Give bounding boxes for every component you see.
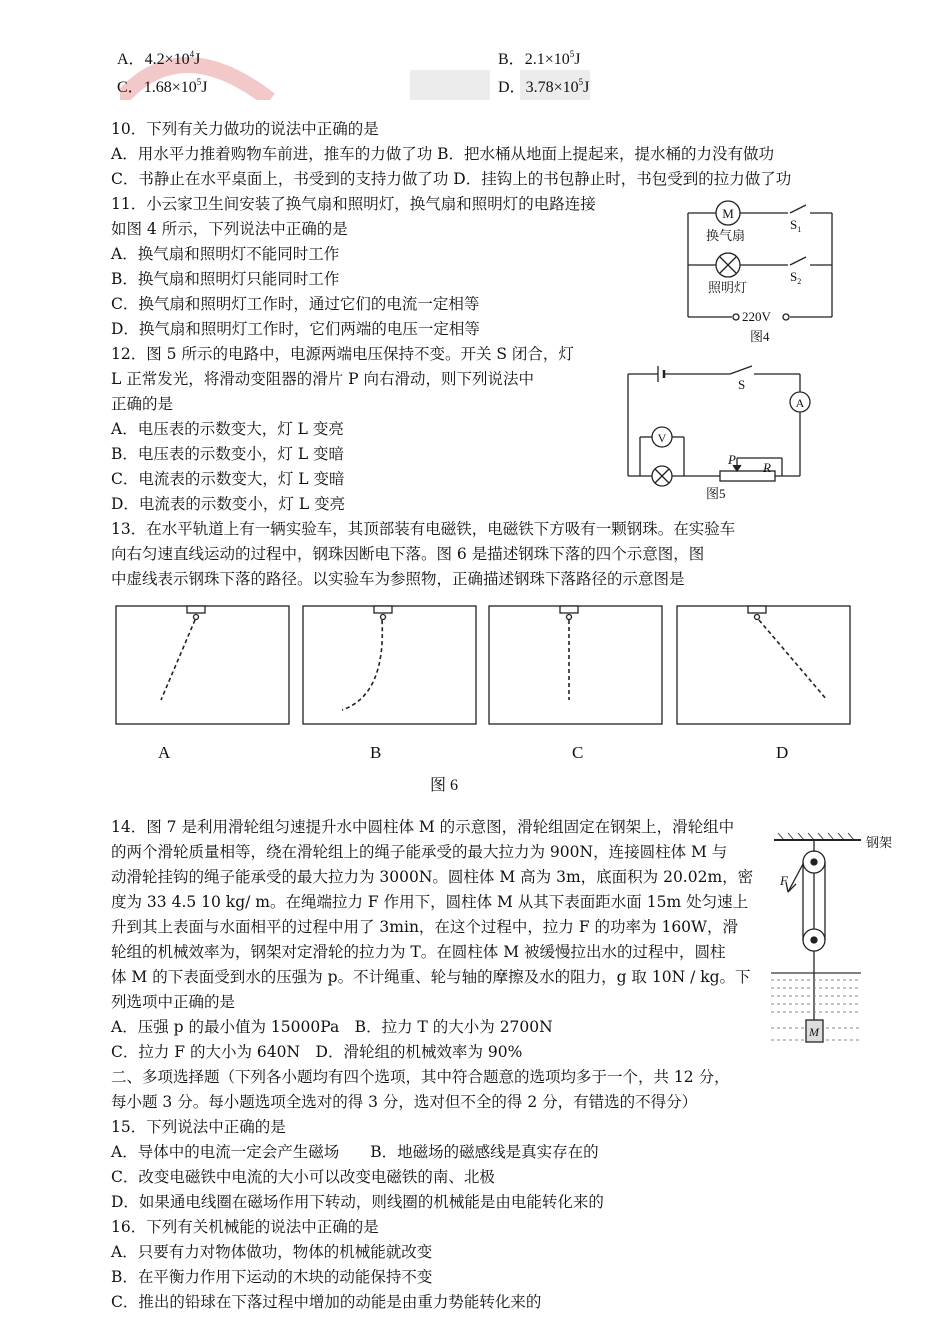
fig6-label-b: B — [370, 743, 382, 762]
q14-line-8: 列选项中正确的是 — [111, 993, 236, 1011]
q13-stem-2: 向右匀速直线运动的过程中，钢珠因断电下落。图 6 是描述钢珠下落的四个示意图，图 — [111, 545, 705, 563]
lamp-label: 照明灯 — [708, 280, 748, 295]
figure-5-caption: 图5 — [706, 486, 726, 501]
ammeter-symbol: A — [795, 396, 805, 410]
body-m-label: M — [809, 1025, 819, 1039]
q14-line-3: 动滑轮挂钩的绳子能承受的最大拉力为 3000N。圆柱体 M 高为 3m，底面积为 20.02m，密 — [111, 868, 754, 886]
q16-option-c: C．推出的铅球在下落过程中增加的动能是由重力势能转化来的 — [111, 1293, 542, 1311]
section2-heading-1: 二、多项选择题（下列各小题均有四个选项，其中符合题意的选项均多于一个，共 12 分， — [111, 1068, 730, 1086]
path-b — [342, 620, 382, 710]
resistor-r-label: R — [763, 460, 771, 475]
magnet-a — [187, 606, 205, 613]
frame-label: 钢架 — [866, 835, 893, 850]
rope-free-end — [788, 864, 803, 892]
q10-options-ab: A．用水平力推着购物车前进，推车的力做了功 B．把水桶从地面上提起来，提水桶的力没有做功 — [111, 145, 775, 163]
q15-stem: 15．下列说法中正确的是 — [111, 1118, 286, 1136]
switch-s2-label: $S_2$ — [790, 269, 802, 286]
q9-option-d: D．$3.78\times 10^5J$ — [498, 77, 590, 96]
q15-option-c: C．改变电磁铁中电流的大小可以改变电磁铁的南、北极 — [111, 1168, 495, 1186]
panel-c — [489, 606, 662, 724]
force-label: F — [780, 873, 788, 888]
path-d — [759, 620, 827, 700]
q16-option-b: B．在平衡力作用下运动的木块的动能保持不变 — [111, 1268, 433, 1286]
magnet-d — [748, 606, 766, 613]
q10-options-cd: C．书静止在水平桌面上，书受到的支持力做了功 D．挂钩上的书包静止时，书包受到的拉力做了功 — [111, 170, 792, 188]
q9-option-b: B．$2.1\times 10^5J$ — [498, 49, 581, 68]
q11-option-a: A．换气扇和照明灯不能同时工作 — [111, 245, 340, 263]
q14-line-4: 度为 33 4.5 10 kg/ m。在绳端拉力 F 作用下，圆柱体 M 从其下表面距水面 15m 处匀速上 — [111, 893, 749, 911]
figure-6-paths — [110, 600, 860, 740]
motor-symbol: M — [722, 206, 734, 221]
q16-option-a: A．只要有力对物体做功，物体的机械能就改变 — [111, 1243, 433, 1261]
q14-line-5: 升到其上表面与水面相平的过程中用了 3min，在这个过程中，拉力 F 的功率为 160W，滑 — [111, 918, 738, 936]
magnet-b — [374, 606, 392, 613]
voltage-label: 220V — [742, 309, 771, 324]
switch-s-label: S — [738, 377, 746, 392]
panel-a — [116, 606, 289, 724]
q11-option-d: D．换气扇和照明灯工作时，它们两端的电压一定相等 — [111, 320, 480, 338]
q14-line-1: 14．图 7 是利用滑轮组匀速提升水中圆柱体 M 的示意图，滑轮组固定在钢架上，滑轮组中 — [111, 818, 735, 836]
panel-b — [303, 606, 476, 724]
q12-stem-1: 12．图 5 所示的电路中，电源两端电压保持不变。开关 S 闭合，灯 — [111, 345, 574, 363]
q11-option-c: C．换气扇和照明灯工作时，通过它们的电流一定相等 — [111, 295, 480, 313]
q14-line-7: 体 M 的下表面受到水的压强为 p。不计绳重、轮与轴的摩擦及水的阻力，g 取 10N / kg。下 — [111, 968, 751, 986]
q12-stem-3: 正确的是 — [111, 395, 174, 413]
fan-label: 换气扇 — [706, 228, 746, 243]
voltmeter-symbol: V — [657, 431, 667, 445]
fig6-label-d: D — [776, 743, 789, 762]
q13-stem-1: 13．在水平轨道上有一辆实验车，其顶部装有电磁铁，电磁铁下方吸有一颗钢珠。在实验车 — [111, 520, 736, 538]
q12-stem-2: L 正常发光，将滑动变阻器的滑片 P 向右滑动，则下列说法中 — [111, 370, 535, 388]
figure-7-pulley — [766, 830, 906, 1060]
magnet-c — [560, 606, 578, 613]
q16-stem: 16．下列有关机械能的说法中正确的是 — [111, 1218, 379, 1236]
path-a — [161, 620, 195, 700]
q11-option-b: B．换气扇和照明灯只能同时工作 — [111, 270, 340, 288]
q15-option-d: D．如果通电线圈在磁场作用下转动，则线圈的机械能是由电能转化来的 — [111, 1193, 604, 1211]
q9-option-c: C．$1.68\times 10^5J$ — [117, 77, 208, 96]
q14-options-ab: A．压强 p 的最小值为 15000Pa B．拉力 T 的大小为 2700N — [111, 1018, 553, 1036]
q15-options-ab: A．导体中的电流一定会产生磁场 B．地磁场的磁感线是真实存在的 — [111, 1143, 599, 1161]
q14-line-6: 轮组的机械效率为，钢架对定滑轮的拉力为 T。在圆柱体 M 被缓慢拉出水的过程中，圆柱 — [111, 943, 726, 961]
fig6-label-c: C — [572, 743, 584, 762]
q9-option-a: A．$4.2\times 10^4J$ — [117, 49, 201, 68]
q13-stem-3: 中虚线表示钢珠下落的路径。以实验车为参照物，正确描述钢珠下落路径的示意图是 — [111, 570, 685, 588]
q11-stem-2: 如图 4 所示，下列说法中正确的是 — [111, 220, 348, 238]
q14-options-cd: C．拉力 F 的大小为 640N D．滑轮组的机械效率为 90% — [111, 1043, 523, 1061]
q14-line-2: 的两个滑轮质量相等，绕在滑轮组上的绳子能承受的最大拉力为 900N，连接圆柱体 M 与 — [111, 843, 728, 861]
q10-stem: 10．下列有关力做功的说法中正确的是 — [111, 120, 379, 138]
section2-heading-2: 每小题 3 分。每小题选项全选对的得 3 分，选对但不全的得 2 分，有错选的不得分） — [111, 1093, 698, 1111]
q12-option-d: D．电流表的示数变小，灯 L 变亮 — [111, 495, 346, 513]
q12-option-a: A．电压表的示数变大，灯 L 变亮 — [111, 420, 344, 438]
switch-s1-label: $S_1$ — [790, 217, 802, 234]
q12-option-b: B．电压表的示数变小，灯 L 变暗 — [111, 445, 345, 463]
fig6-label-a: A — [158, 743, 171, 762]
q11-stem-1: 11．小云家卫生间安装了换气扇和照明灯，换气扇和照明灯的电路连接 — [111, 195, 596, 213]
figure-4-circuit — [680, 195, 840, 350]
figure-6-caption: 图 6 — [430, 777, 459, 794]
slider-p-label: P — [728, 452, 736, 467]
figure-4-caption: 图4 — [750, 329, 770, 344]
panel-d — [677, 606, 850, 724]
figure-5-circuit — [620, 360, 815, 505]
q12-option-c: C．电流表的示数变大，灯 L 变暗 — [111, 470, 345, 488]
